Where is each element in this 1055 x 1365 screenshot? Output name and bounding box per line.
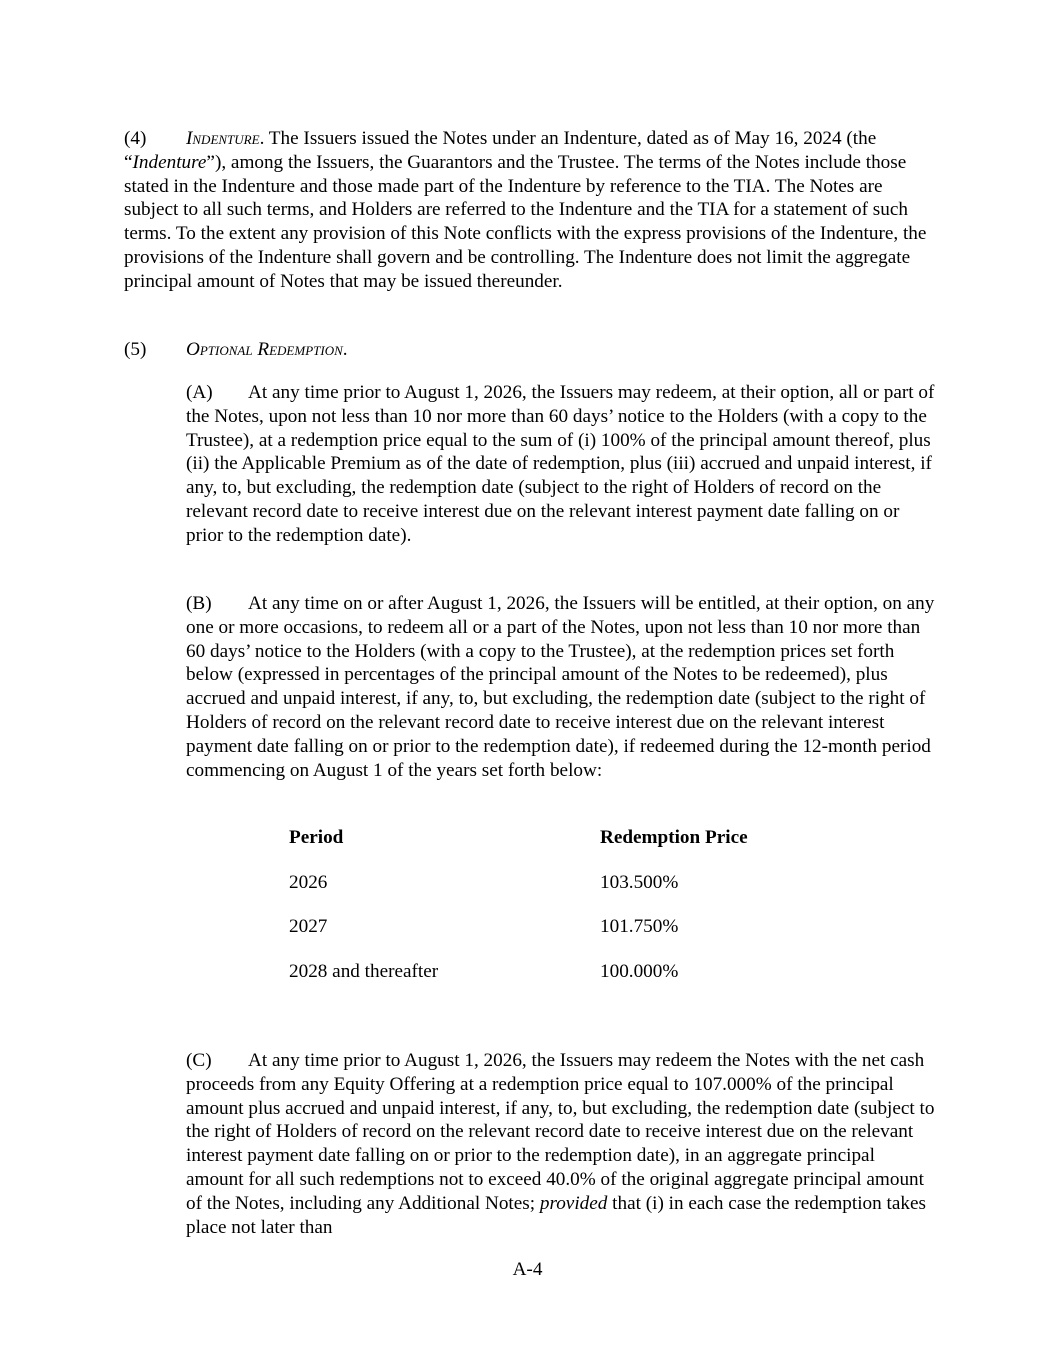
table-cell-period: 2026 — [289, 871, 328, 893]
table-cell-price: 101.750% — [600, 916, 679, 937]
paragraph-a-label: (A) — [186, 382, 213, 403]
paragraph-c — [186, 1049, 936, 1239]
paragraph-c-text-1: At any time prior to August 1, 2026, the Issuers may redeem the Notes with the net cash proceeds from any Equity Offering at a redemption price equal to 107.000% of the principal amount plus accrued and unpaid interest, if any, to, but excluding, the redemption date (subject to the right of Holders of record on the relevant record date to receive interest due on the relevant interest payment date falling on or prior to the redemption date), in an aggregate principal amount for all such redemptions not to exceed 40.0% of the original aggregate principal amount of the Notes, including any Additional Notes; — [186, 1050, 935, 1214]
table-cell-period: 2027 — [289, 916, 328, 937]
table-cell-period: 2028 and thereafter — [289, 960, 439, 982]
paragraph-c-emphasis: provided — [539, 1192, 608, 1214]
redemption-price-table — [289, 826, 849, 1004]
table-row — [289, 871, 849, 916]
period-column-header: Period — [289, 827, 344, 848]
section-4-heading-suffix: . — [259, 128, 265, 149]
paragraph-b-label: (B) — [186, 593, 212, 614]
paragraph-a-text: At any time prior to August 1, 2026, the Issuers may redeem, at their option, all or part of the Notes, upon not less than 10 nor more than 60 days’ notice to the Holders (with a copy to the Trustee), at a redemption price equal to the sum of (i) 100% of the principal amount thereof, plus (ii) the Applicable Premium as of the date of redemption, plus (iii) accrued and unpaid interest, if any, to, but excluding, the redemption date (subject to the right of Holders of record on the relevant record date to receive interest due on the relevant interest payment date falling on or prior to the redemption date). — [186, 382, 935, 546]
section-5-heading-line — [124, 338, 934, 362]
section-4-text-2: ”), among the Issuers, the Guarantors and the Trustee. The terms of the Notes include those stated in the Indenture and those made part of the Indenture by reference to the TIA. The Notes are subject to all such terms, and Holders are referred to the Indenture and the TIA for a statement of such terms. To the extent any provision of this Note conflicts with the express provisions of the Indenture, the provisions of the Indenture shall govern and be controlling. The Indenture does not limit the aggregate principal amount of Notes that may be issued thereunder. — [124, 151, 927, 292]
paragraph-b — [186, 592, 936, 782]
table-cell-price: 100.000% — [600, 960, 679, 982]
paragraph-a — [186, 381, 936, 548]
table-row — [289, 915, 849, 960]
section-4-paragraph — [124, 127, 934, 294]
section-4-text-1: The Issuers issued the Notes under an Indenture, dated as of May 16, 2024 (the “ — [124, 128, 877, 173]
table-row — [289, 960, 849, 1005]
section-5-heading: Optional Redemption — [186, 339, 343, 360]
table-header-row — [289, 826, 849, 871]
section-5-heading-suffix: . — [342, 339, 348, 360]
page-number: A-4 — [512, 1259, 543, 1280]
paragraph-b-text: At any time on or after August 1, 2026, the Issuers will be entitled, at their option, on any one or more occasions, to redeem all or a part of the Notes, upon not less than 10 nor more than 60 days’ notice to the Holders (with a copy to the Trustee), at the redemption prices set forth below (expressed in percentages of the principal amount of the Notes to be redeemed), plus accrued and unpaid interest, if any, to, but excluding, the redemption date (subject to the right of Holders of record on the relevant record date to receive interest due on the relevant interest payment date falling on or prior to the redemption date), if redeemed during the 12-month period commencing on August 1 of the years set forth below: — [186, 593, 935, 781]
section-5-number: (5) — [124, 339, 147, 360]
section-4-number: (4) — [124, 128, 147, 149]
table-cell-price: 103.500% — [600, 871, 679, 893]
paragraph-c-label: (C) — [186, 1050, 212, 1071]
redemption-price-column-header: Redemption Price — [600, 827, 748, 848]
section-4-heading: Indenture — [186, 128, 260, 149]
paragraph-c-text-2: that (i) in each case the redemption takes place not later than — [186, 1192, 926, 1238]
section-4-defined-term: Indenture — [132, 151, 207, 173]
